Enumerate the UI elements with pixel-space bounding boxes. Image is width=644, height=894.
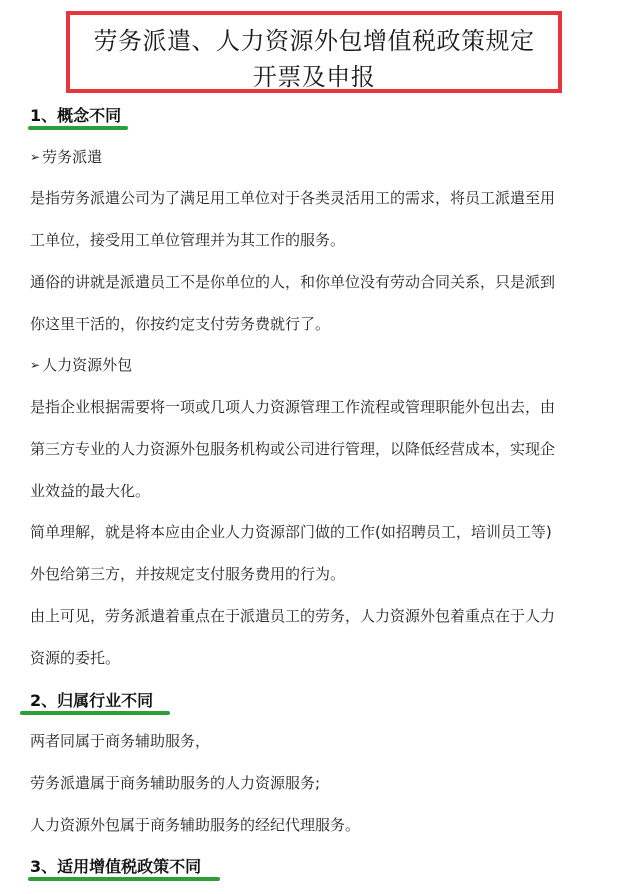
paragraph-line: 简单理解，就是将本应由企业人力资源部门做的工作(如招聘员工，培训员工等): [30, 523, 552, 541]
paragraph-line: 工单位，接受用工单位管理并为其工作的服务。: [30, 231, 346, 249]
paragraph-line: 是指劳务派遣公司为了满足用工单位对于各类灵活用工的需求，将员工派遣至用: [30, 189, 556, 207]
paragraph-line: 人力资源外包属于商务辅助服务的经纪代理服务。: [30, 816, 361, 834]
page-title-line-2: 开票及申报: [252, 63, 376, 91]
section-heading-2: 2、归属行业不同: [30, 691, 154, 710]
title-box: [66, 11, 562, 93]
section-heading-3-underline: [28, 877, 220, 881]
bullet-item-labor-dispatch: [30, 146, 102, 167]
page-title-line-1: 劳务派遣、人力资源外包增值税政策规定: [93, 27, 535, 55]
bullet-label: 劳务派遣: [42, 148, 103, 166]
paragraph-line: 业效益的最大化。: [30, 482, 151, 500]
paragraph-line: 外包给第三方，并按规定支付服务费用的行为。: [30, 565, 346, 583]
section-heading-3: 3、适用增值税政策不同: [30, 857, 202, 876]
arrow-bullet-icon: ➢: [30, 150, 41, 164]
paragraph-line: 由上可见，劳务派遣着重点在于派遣员工的劳务，人力资源外包着重点在于人力: [30, 607, 556, 625]
paragraph-line: 劳务派遣属于商务辅助服务的人力资源服务;: [30, 774, 321, 792]
paragraph-line: 两者同属于商务辅助服务，: [30, 732, 211, 750]
bullet-item-hr-outsourcing: [30, 354, 132, 375]
section-heading-2-underline: [20, 711, 170, 715]
paragraph-line: 你这里干活的，你按约定支付劳务费就行了。: [30, 315, 331, 333]
section-heading-1: 1、概念不同: [30, 106, 122, 125]
arrow-bullet-icon: ➢: [30, 358, 41, 372]
paragraph-line: 资源的委托。: [30, 649, 121, 667]
paragraph-line: 第三方专业的人力资源外包服务机构或公司进行管理，以降低经营成本，实现企: [30, 440, 556, 458]
paragraph-line: 是指企业根据需要将一项或几项人力资源管理工作流程或管理职能外包出去，由: [30, 398, 556, 416]
section-heading-1-underline: [28, 126, 128, 130]
bullet-label: 人力资源外包: [42, 356, 133, 374]
paragraph-line: 通俗的讲就是派遣员工不是你单位的人，和你单位没有劳动合同关系，只是派到: [30, 273, 556, 291]
